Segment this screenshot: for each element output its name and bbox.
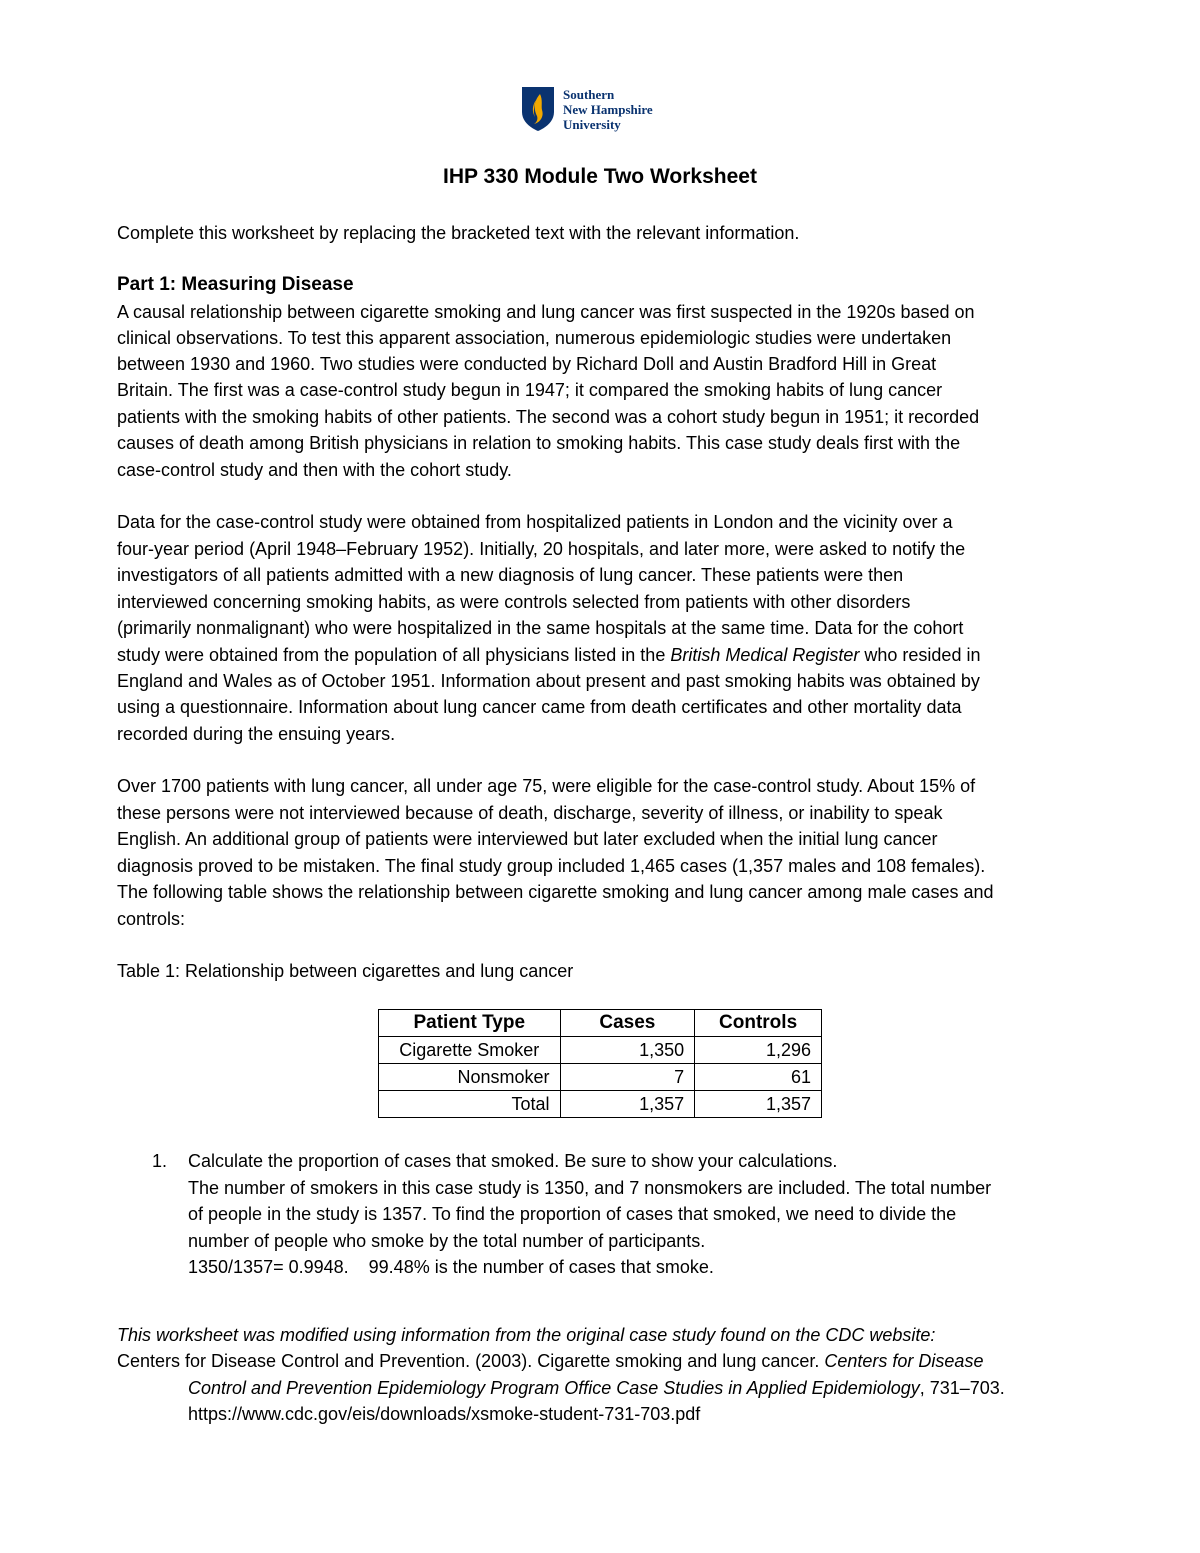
paragraph-line: controls:: [117, 909, 186, 929]
paragraph-line: England and Wales as of October 1951. Information about present and past smoking habits was obtained by: [117, 671, 980, 691]
paragraph-line: causes of death among British physicians in relation to smoking habits. This case study deals first with the: [117, 433, 961, 453]
answer-line: The number of smokers in this case study is 1350, and 7 nonsmokers are included. The total number: [188, 1178, 992, 1198]
paragraph-line: diagnosis proved to be mistaken. The final study group included 1,465 cases (1,357 males and 108 females).: [117, 856, 986, 876]
table-cell: 1,357: [560, 1091, 695, 1118]
paragraph-line: between 1930 and 1960. Two studies were conducted by Richard Doll and Austin Bradford Hill in Great: [117, 354, 937, 374]
table-cell: 7: [560, 1064, 695, 1091]
instructions: Complete this worksheet by replacing the bracketed text with the relevant information.: [117, 223, 800, 243]
paragraph-line: Britain. The first was a case-control study begun in 1947; it compared the smoking habits of lung cancer: [117, 380, 943, 400]
paragraph-line: Over 1700 patients with lung cancer, all under age 75, were eligible for the case-control study. About 15% of: [117, 776, 976, 796]
column-header: Cases: [560, 1010, 695, 1037]
question-number: 1.: [152, 1151, 168, 1171]
paragraph-line: patients with the smoking habits of other patients. The second was a cohort study begun in 1951; it recorded: [117, 407, 980, 427]
register-title: British Medical Register: [670, 645, 860, 665]
reference-line: [188, 1375, 1005, 1401]
table-cell: 1,350: [560, 1037, 695, 1064]
column-header: Controls: [695, 1010, 822, 1037]
text-run: Control and Prevention Epidemiology Program Office Case Studies in Applied Epidemiology: [188, 1378, 920, 1398]
paragraph-line: [117, 642, 980, 668]
paragraph-line: Data for the case-control study were obtained from hospitalized patients in London and the vicinity over a: [117, 512, 953, 532]
paragraph-line: using a questionnaire. Information about lung cancer came from death certificates and other mortality data: [117, 697, 962, 717]
table-row: [379, 1091, 822, 1118]
page-title: IHP 330 Module Two Worksheet: [443, 165, 757, 188]
answer-line: 1350/1357= 0.9948. 99.48% is the number of cases that smoke.: [188, 1257, 714, 1277]
text-run: Centers for Disease Control and Prevention. (2003). Cigarette smoking and lung cancer.: [117, 1351, 825, 1371]
university-shield-icon: [521, 86, 555, 132]
question-text: Calculate the proportion of cases that smoked. Be sure to show your calculations.: [188, 1151, 838, 1171]
paragraph-line: recorded during the ensuing years.: [117, 724, 396, 744]
table-cell: Nonsmoker: [379, 1064, 561, 1091]
table-row: [379, 1064, 822, 1091]
answer-line: of people in the study is 1357. To find the proportion of cases that smoked, we need to divide the: [188, 1204, 957, 1224]
table-cell: 1,357: [695, 1091, 822, 1118]
table-header-row: [379, 1010, 822, 1037]
column-header: Patient Type: [379, 1010, 561, 1037]
text-run: study were obtained from the population of all physicians listed in the: [117, 645, 671, 665]
logo-line-2: New Hampshire: [563, 101, 653, 117]
table-row: [379, 1037, 822, 1064]
paragraph-line: case-control study and then with the cohort study.: [117, 460, 512, 480]
table-cell: Total: [379, 1091, 561, 1118]
table-cell: Cigarette Smoker: [379, 1037, 561, 1064]
part1-heading: Part 1: Measuring Disease: [117, 274, 354, 295]
text-run: , 731–703.: [919, 1378, 1005, 1398]
table-caption: Table 1: Relationship between cigarettes and lung cancer: [117, 961, 574, 981]
logo-line-3: University: [563, 116, 621, 132]
logo-line-1: Southern: [563, 86, 615, 102]
reference-url: https://www.cdc.gov/eis/downloads/xsmoke-student-731-703.pdf: [188, 1404, 701, 1424]
reference-line: [117, 1348, 983, 1374]
paragraph-line: investigators of all patients admitted with a new diagnosis of lung cancer. These patients were then: [117, 565, 904, 585]
answer-line: number of people who smoke by the total number of participants.: [188, 1231, 706, 1251]
source-note: This worksheet was modified using information from the original case study found on the CDC website:: [117, 1325, 936, 1345]
table-cell: 61: [695, 1064, 822, 1091]
paragraph-line: clinical observations. To test this apparent association, numerous epidemiologic studies were undertaken: [117, 328, 952, 348]
smoking-cancer-table: [378, 1009, 822, 1118]
paragraph-line: these persons were not interviewed because of death, discharge, severity of illness, or inability to speak: [117, 803, 943, 823]
paragraph-line: English. An additional group of patients were interviewed but later excluded when the initial lung cancer: [117, 829, 938, 849]
university-logo: [521, 84, 691, 134]
paragraph-line: four-year period (April 1948–February 1952). Initially, 20 hospitals, and later more, were asked to notify the: [117, 539, 966, 559]
text-run: Centers for Disease: [824, 1351, 984, 1371]
table-cell: 1,296: [695, 1037, 822, 1064]
paragraph-line: interviewed concerning smoking habits, as were controls selected from patients with other disorders: [117, 592, 911, 612]
paragraph-line: The following table shows the relationship between cigarette smoking and lung cancer among male cases and: [117, 882, 994, 902]
text-run: who resided in: [859, 645, 981, 665]
paragraph-line: (primarily nonmalignant) who were hospitalized in the same hospitals at the same time. Data for the cohort: [117, 618, 964, 638]
paragraph-line: A causal relationship between cigarette smoking and lung cancer was first suspected in the 1920s based on: [117, 302, 975, 322]
